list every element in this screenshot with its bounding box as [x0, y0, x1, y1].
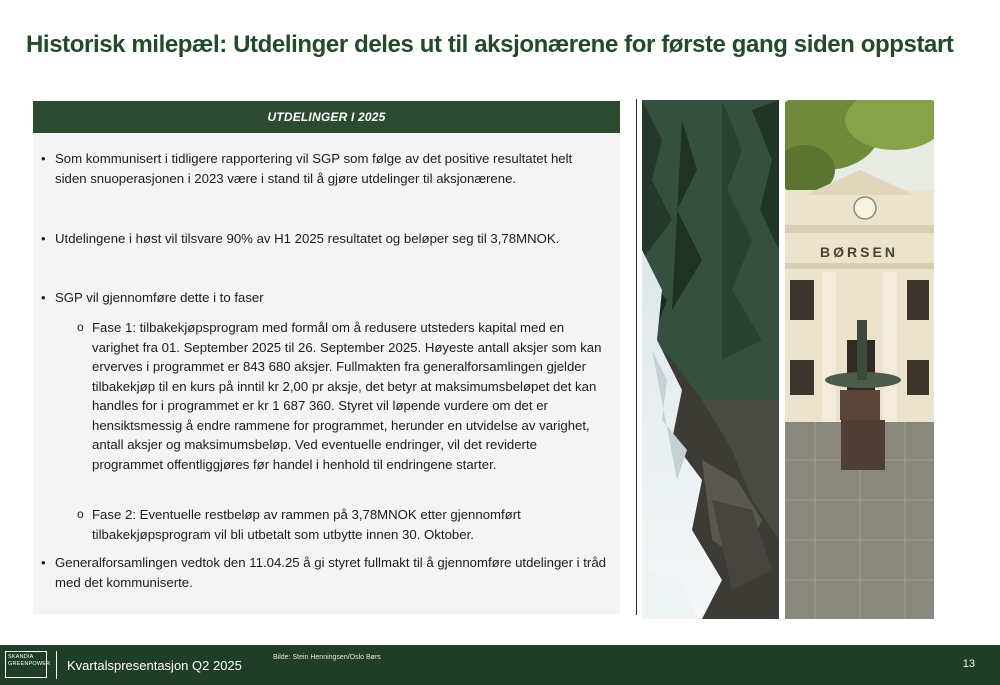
distribution-panel — [33, 101, 620, 614]
borsen-photo — [785, 100, 934, 619]
bullet-text: Som kommunisert i tidligere rapportering vil SGP som følge av det positive resultatet helt siden snuoperasjonen i 2023 være i stand til å gjøre utdelinger til aksjonærene. — [55, 151, 573, 186]
bullet-text: SGP vil gjennomføre dette i to faser — [55, 290, 264, 305]
bullet-mark: • — [41, 231, 46, 246]
logo-line: SKANDIA — [8, 654, 34, 660]
sub-bullet-text: Fase 1: tilbakekjøpsprogram med formål om å redusere utsteders kapital med en varighet fra 01. September 2025 til 26. September 2025. Høyeste antall aksjer som kan erverves i programmet er 843 680 aksjer. Fullmakten fra generalforsamlingen gjelder tilbakekjøp til en kurs på inntil kr 2,00 pr aksje, det betyr at maksimumsbeløpet det kan handles for i programmet er kr 1 687 360. Styret vil løpende vurdere om det er hensiktsmessig å endre rammene for programmet, herunder en utvidelse av varighet, antall aksjer og maksimumsbeløp. Ved eventuelle endringer, vil det reviderte programmet offentliggjøres før handel i henhold til endringene starter. — [92, 320, 602, 472]
bullet-item — [41, 229, 606, 249]
slide-title: Historisk milepæl: Utdelinger deles ut til aksjonærene for første gang siden oppstart — [26, 31, 954, 58]
divider-line — [636, 99, 637, 615]
photo-credit: Bilde: Stein Henningsen/Oslo Børs — [273, 654, 381, 661]
page-number: 13 — [962, 658, 975, 670]
bullet-mark: • — [41, 555, 46, 570]
footer-bar — [0, 645, 1000, 685]
bullet-item — [41, 149, 606, 188]
sub-bullet-item — [77, 505, 606, 544]
logo-line: GREENPOWER — [8, 660, 51, 667]
sub-bullet-mark: o — [77, 507, 84, 521]
bullet-mark: • — [41, 151, 46, 166]
bullet-text: Utdelingene i høst vil tilsvare 90% av H1 2025 resultatet og beløper seg til 3,78MNOK. — [55, 231, 560, 246]
bullet-text: Generalforsamlingen vedtok den 11.04.25 å gi styret fullmakt til å gjennomføre utdelinger i tråd med det kommuniserte. — [55, 555, 606, 590]
bullet-item — [41, 553, 606, 592]
bullet-mark: • — [41, 290, 46, 305]
panel-header: UTDELINGER I 2025 — [33, 101, 620, 133]
bullet-item — [41, 288, 606, 308]
company-logo — [5, 651, 51, 678]
sub-bullet-mark: o — [77, 320, 84, 334]
borsen-sign: BØRSEN — [820, 244, 898, 260]
logo-divider — [56, 651, 57, 679]
presentation-title: Kvartalspresentasjon Q2 2025 — [67, 658, 242, 673]
waterfall-photo — [642, 100, 779, 619]
sub-bullet-item — [77, 318, 606, 474]
sub-bullet-text: Fase 2: Eventuelle restbeløp av rammen på 3,78MNOK etter gjennomført tilbakekjøpsprogram vil bli utbetalt som utbytte innen 30. Oktober. — [92, 507, 521, 542]
